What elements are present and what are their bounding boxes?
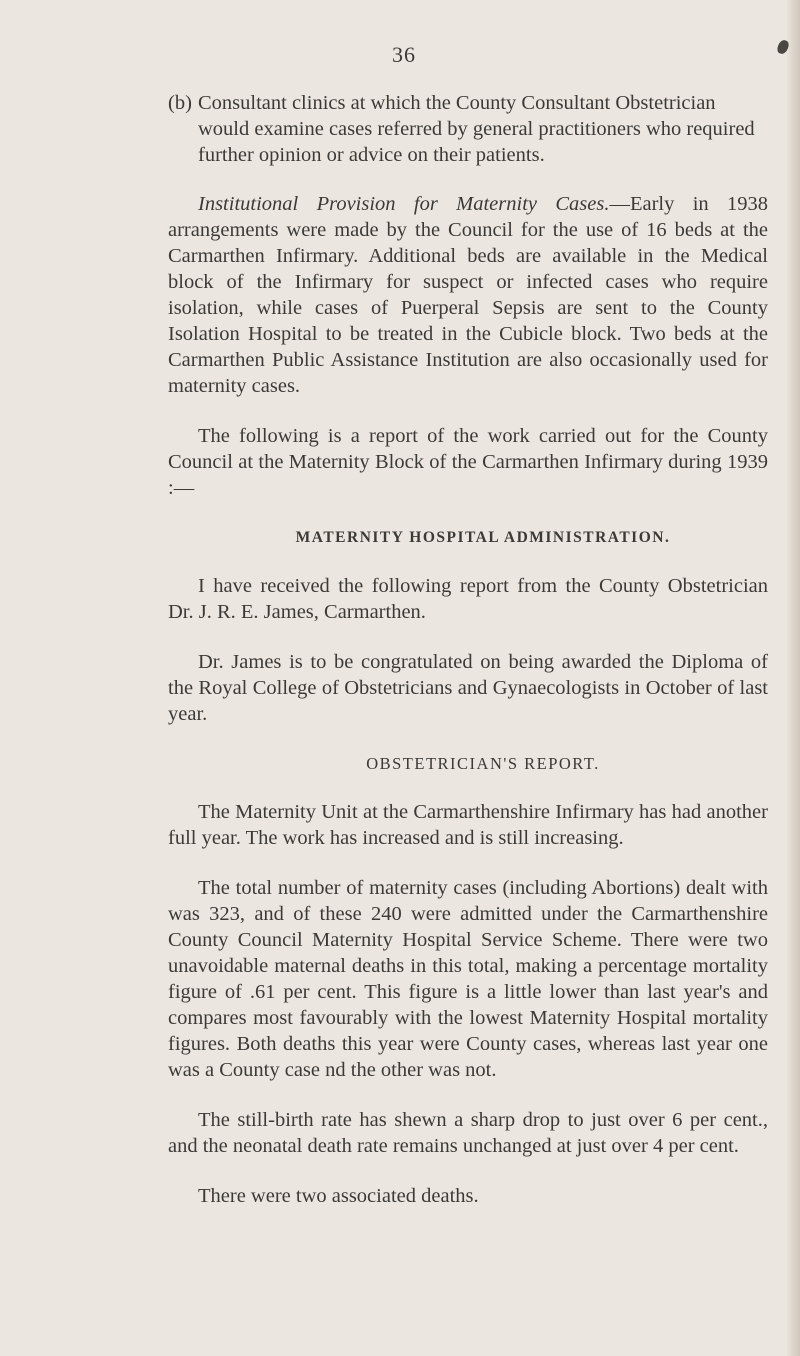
stillbirth-paragraph: The still-birth rate has shewn a sharp drop to just over 6 per cent., and the neonatal death rate remains unchanged at just over 4 per cent. — [168, 1109, 768, 1157]
associated-deaths-paragraph: There were two associated deaths. — [198, 1185, 479, 1207]
page-number: 36 — [392, 42, 416, 67]
administration-heading: MATERNITY HOSPITAL ADMINISTRATION. — [295, 529, 671, 546]
document-body — [168, 90, 768, 1233]
received-report-paragraph: I have received the following report from the County Obstetrician Dr. J. R. E. James, Carmarthen. — [168, 575, 768, 623]
total-cases-paragraph: The total number of maternity cases (including Abortions) dealt with was 323, and of these 240 were admitted under the Carmarthenshire County Council Maternity Hospital Service Scheme. There were two unavoidable maternal deaths in this total, making a percentage mortality figure of .61 per cent. This figure is a little lower than last year's and compares most favourably with the lowest Maternity Hospital mortality figures. Both deaths this year were County cases, whereas last year one was a County case nd the other was not. — [168, 877, 768, 1081]
list-item-text: Consultant clinics at which the County Consultant Obstetrician would examine cases referred by general practitioners who required further opinion or advice on their patients. — [198, 92, 755, 166]
institutional-provision-paragraph — [168, 191, 768, 399]
institutional-provision-body: —Early in 1938 arrangements were made by the Council for the use of 16 beds at the Carmarthen Infirmary. Additional beds are available in the Medical block of the Infirmary for suspect or infected cases who require isolation, while cases of Puerperal Sepsis are sent to the County Isolation Hospital to be treated in the Cubicle block. Two beds at the Carmarthen Public Assistance Institution are also occasionally used for maternity cases. — [168, 193, 768, 397]
list-item — [168, 90, 768, 168]
list-marker: (b) — [168, 92, 192, 114]
obstetrician-report-heading: OBSTETRICIAN'S REPORT. — [366, 754, 600, 773]
maternity-unit-paragraph: The Maternity Unit at the Carmarthenshire Infirmary has had another full year. The work has increased and is still increasing. — [168, 801, 768, 849]
congratulation-paragraph: Dr. James is to be congratulated on being awarded the Diploma of the Royal College of Obstetricians and Gynaecologists in October of last year. — [168, 651, 768, 725]
report-intro-paragraph: The following is a report of the work carried out for the County Council at the Maternity Block of the Carmarthen Infirmary during 1939 :— — [168, 425, 768, 499]
institutional-provision-lead: Institutional Provision for Maternity Cases. — [198, 193, 610, 215]
page-edge — [786, 0, 800, 1356]
